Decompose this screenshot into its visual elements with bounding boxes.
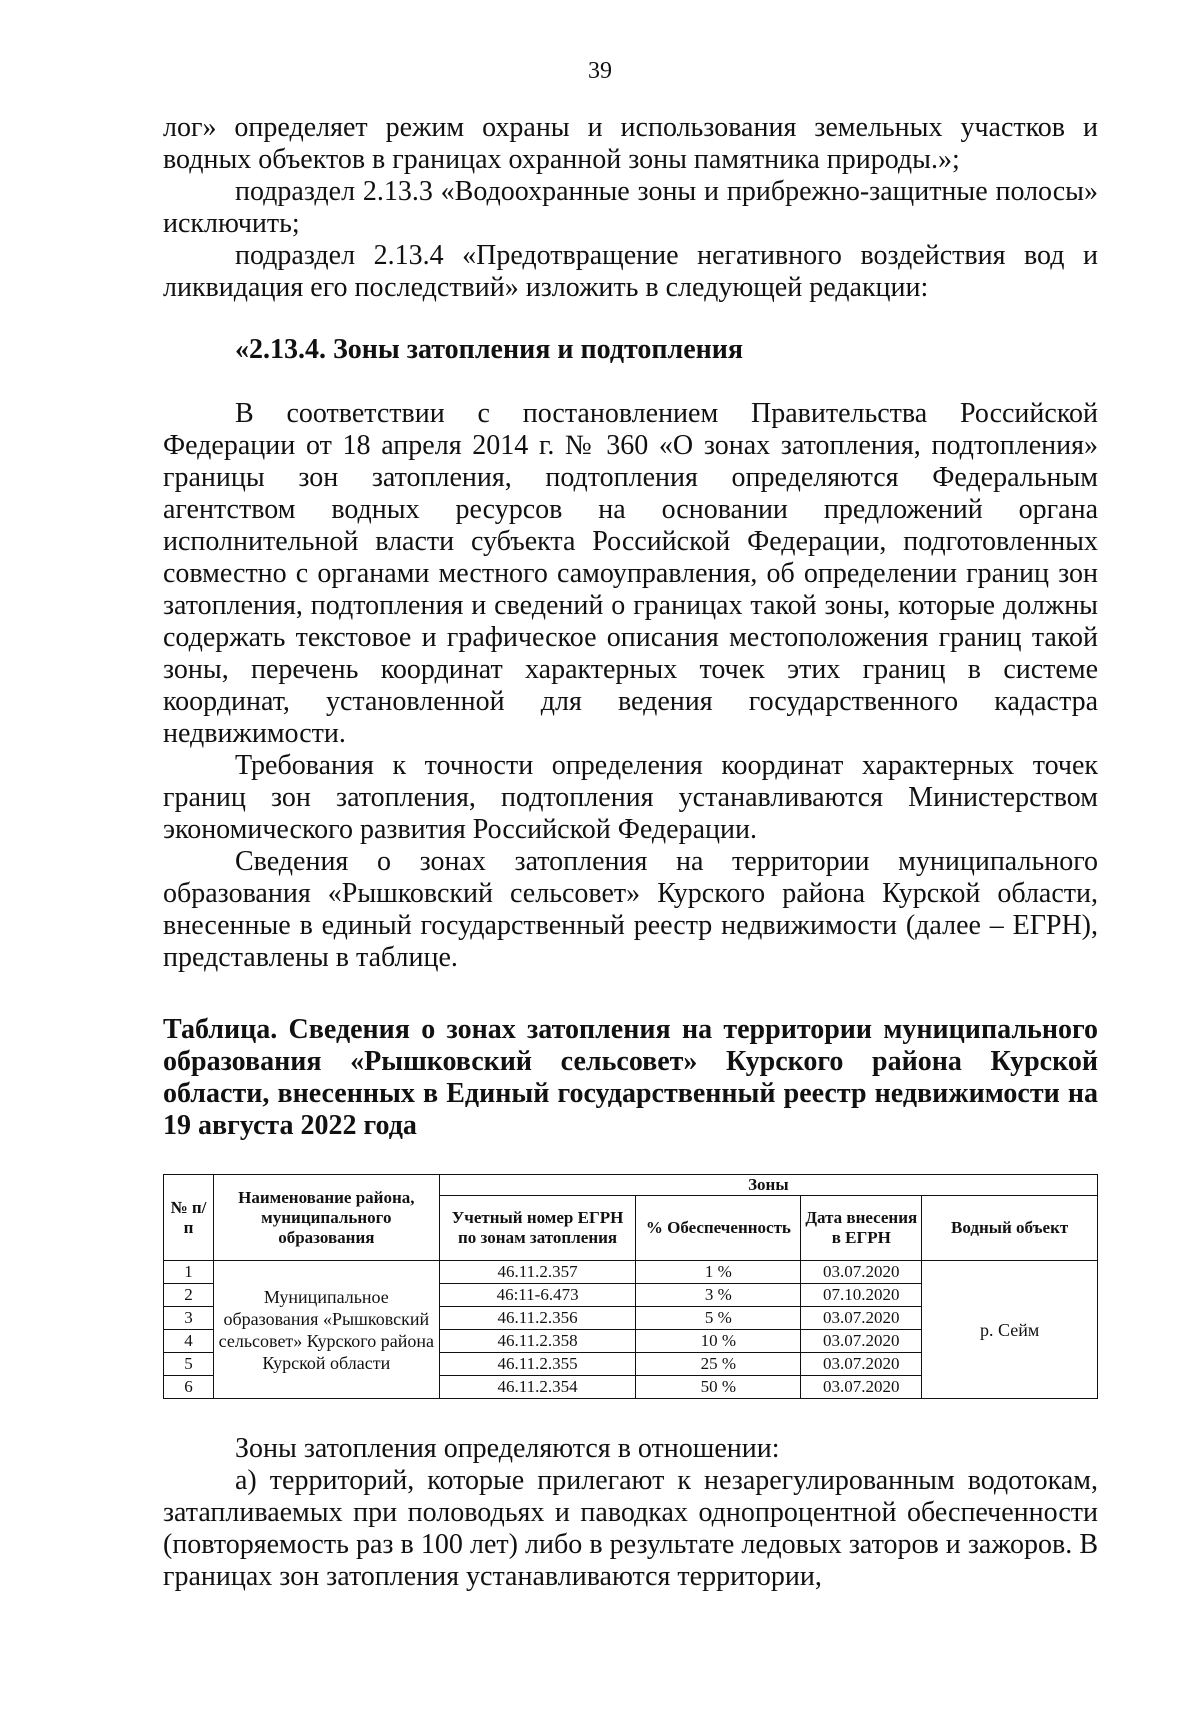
cell-date: 03.07.2020 (801, 1261, 922, 1284)
flood-zones-table (163, 1174, 1098, 1399)
cell-percent: 3 % (636, 1284, 801, 1307)
page-number: 39 (588, 58, 612, 84)
cell-egrn: 46:11-6.473 (439, 1284, 636, 1307)
section-heading: «2.13.4. Зоны затопления и подтопления (235, 334, 744, 365)
header-percent: % Обеспеченность (636, 1196, 801, 1261)
cell-date: 03.07.2020 (801, 1330, 922, 1353)
header-egrn: Учетный номер ЕГРН по зонам затопления (439, 1196, 636, 1261)
cell-num: 5 (164, 1353, 214, 1376)
cell-num: 4 (164, 1330, 214, 1353)
cell-date: 03.07.2020 (801, 1307, 922, 1330)
cell-egrn: 46.11.2.354 (439, 1376, 636, 1399)
cell-date: 03.07.2020 (801, 1376, 922, 1399)
table-header-row (164, 1175, 1098, 1196)
header-zones: Зоны (439, 1175, 1097, 1196)
cell-percent: 5 % (636, 1307, 801, 1330)
cell-percent: 25 % (636, 1353, 801, 1376)
cell-num: 3 (164, 1307, 214, 1330)
header-date: Дата внесения в ЕГРН (801, 1196, 922, 1261)
table-caption: Таблица. Сведения о зонах затопления на территории муниципального образования «Рышковский сельсовет» Курского района Курской области, внесенных в Единый государственный реестр недвижимости на 19 августа 2022 года (163, 1014, 1098, 1141)
paragraph-territories-a: а) территорий, которые прилегают к незарегулированным водотокам, затапливаемых при половодьях и паводках однопроцентной обеспеченности (повторяемость раз в 100 лет) либо в результате ледовых заторов и зажоров. В границах зон затопления устанавливаются территории, (163, 1465, 1098, 1592)
cell-date: 07.10.2020 (801, 1284, 922, 1307)
paragraph-continuation: лог» определяет режим охраны и использования земельных участков и водных объектов в границах охранной зоны памятника природы.»; (163, 112, 1098, 175)
cell-num: 1 (164, 1261, 214, 1284)
cell-municipality: Муниципальное образования «Рышковский сельсовет» Курского района Курской области (213, 1261, 439, 1399)
cell-percent: 10 % (636, 1330, 801, 1353)
document-body (163, 112, 1098, 1593)
paragraph-resolution: В соответствии с постановлением Правительства Российской Федерации от 18 апреля 2014 г. № 360 «О зонах затопления, подтопления» границы зон затопления, подтопления определяются Федеральным агентством водных ресурсов на основании предложений органа исполнительной власти субъекта Российской Федерации, подготовленных совместно с органами местного самоуправления, об определении границ зон затопления, подтопления и сведений о границах такой зоны, которые должны содержать текстовое и графическое описания местоположения границ такой зоны, перечень координат характерных точек этих границ в системе координат, установленной для ведения государственного кадастра недвижимости. (163, 398, 1098, 749)
cell-percent: 50 % (636, 1376, 801, 1399)
paragraph-zones-info: Сведения о зонах затопления на территории муниципального образования «Рышковский сельсовет» Курского района Курской области, внесенные в единый государственный реестр недвижимости (далее – ЕГРН), представлены в таблице. (163, 846, 1098, 973)
cell-water-object: р. Сейм (922, 1261, 1098, 1399)
cell-egrn: 46.11.2.358 (439, 1330, 636, 1353)
cell-date: 03.07.2020 (801, 1353, 922, 1376)
table-row (164, 1261, 1098, 1284)
header-num: № п/п (164, 1175, 214, 1261)
header-name: Наименование района, муниципального образования (213, 1175, 439, 1261)
cell-egrn: 46.11.2.356 (439, 1307, 636, 1330)
cell-num: 6 (164, 1376, 214, 1399)
cell-egrn: 46.11.2.355 (439, 1353, 636, 1376)
cell-num: 2 (164, 1284, 214, 1307)
paragraph-subsection-2-13-4: подраздел 2.13.4 «Предотвращение негативного воздействия вод и ликвидация его последствий» изложить в следующей редакции: (163, 240, 1098, 303)
cell-percent: 1 % (636, 1261, 801, 1284)
paragraph-accuracy: Требования к точности определения координат характерных точек границ зон затопления, подтопления устанавливаются Министерством экономического развития Российской Федерации. (163, 750, 1098, 845)
cell-egrn: 46.11.2.357 (439, 1261, 636, 1284)
paragraph-subsection-2-13-3: подраздел 2.13.3 «Водоохранные зоны и прибрежно-защитные полосы» исключить; (163, 176, 1098, 239)
header-water: Водный объект (922, 1196, 1098, 1261)
paragraph-zones-defined: Зоны затопления определяются в отношении: (235, 1433, 780, 1464)
